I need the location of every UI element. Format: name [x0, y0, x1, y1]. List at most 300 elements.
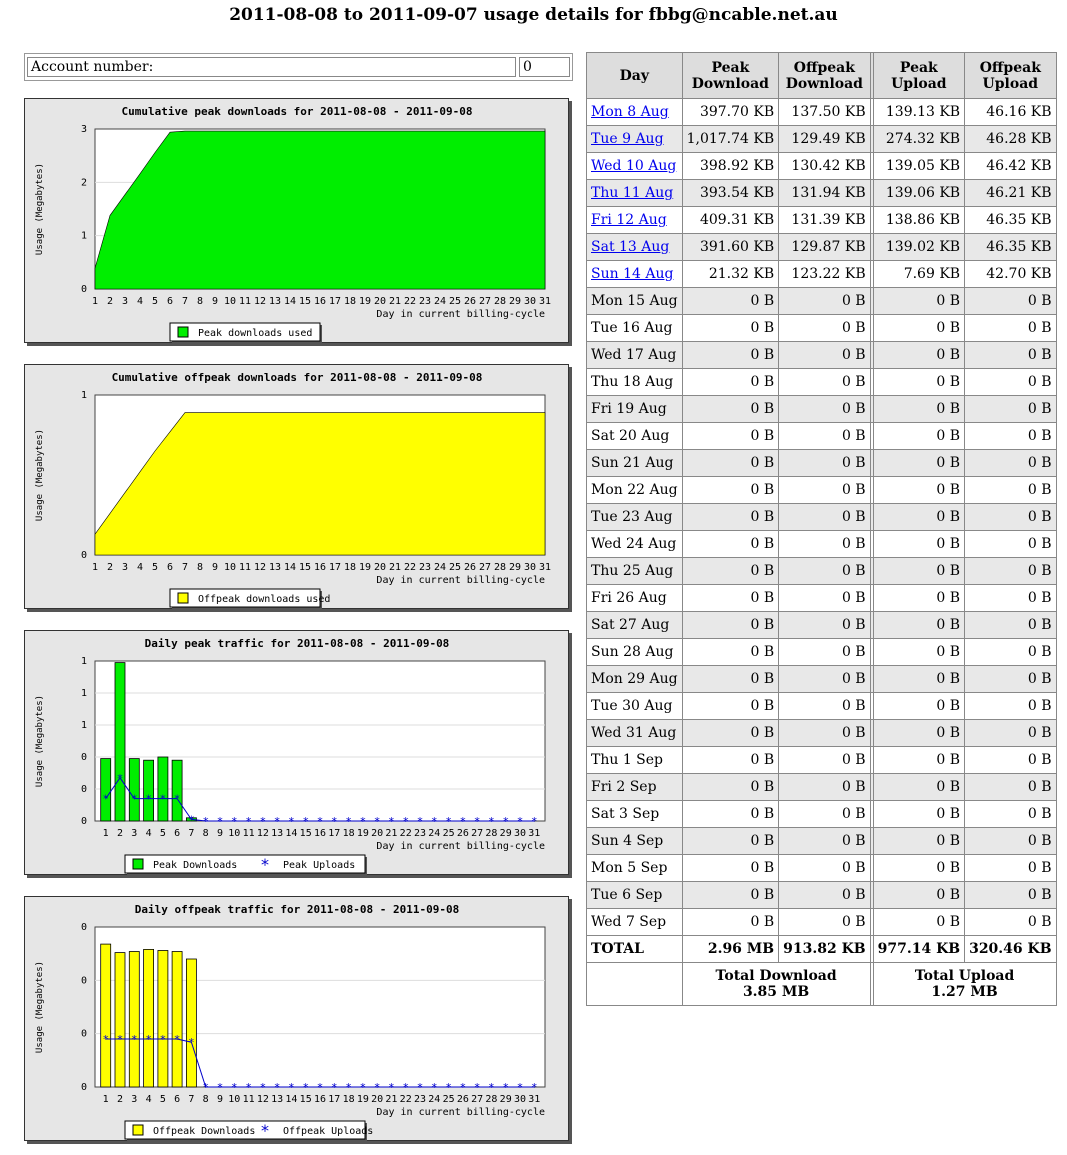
x-tick-label: 25 — [448, 296, 462, 307]
cumulative-offpeak-chart — [24, 364, 569, 609]
table-row — [587, 450, 1057, 477]
upload-point: * — [102, 1033, 109, 1046]
day-detail-link[interactable]: Tue 9 Aug — [591, 131, 664, 147]
table-row — [587, 531, 1057, 558]
x-tick-label: 28 — [493, 562, 507, 573]
y-axis-title: Usage (Megabytes) — [35, 694, 45, 788]
row-peak-upload: 0 B — [873, 612, 964, 639]
upload-point: * — [502, 1081, 509, 1094]
upload-point: * — [460, 1081, 466, 1094]
x-tick-label: 19 — [358, 562, 372, 573]
row-peak-upload: 0 B — [873, 747, 964, 774]
x-tick-label: 16 — [313, 296, 327, 307]
x-tick-label: 8 — [196, 562, 204, 573]
row-peak-upload: 0 B — [873, 369, 964, 396]
x-tick-label: 20 — [373, 562, 387, 573]
x-tick-label: 17 — [328, 296, 342, 307]
upload-point: * — [174, 792, 180, 806]
x-tick-label: 25 — [442, 828, 455, 839]
upload-point: * — [117, 1033, 123, 1046]
row-peak-download: 0 B — [682, 693, 779, 720]
table-row — [587, 477, 1057, 504]
x-tick-label: 7 — [181, 296, 189, 307]
row-peak-download: 0 B — [682, 531, 779, 558]
day-detail-link[interactable]: Thu 11 Aug — [591, 185, 674, 201]
daily-offpeak-chart — [24, 896, 569, 1141]
row-offpeak-upload: 0 B — [965, 504, 1056, 531]
row-offpeak-download: 123.22 KB — [779, 261, 870, 288]
header-peak-upload — [873, 53, 964, 99]
x-tick-label: 20 — [371, 1094, 384, 1105]
upload-point: * — [160, 792, 166, 806]
row-day-cell: Tue 16 Aug — [587, 315, 683, 342]
x-tick-label: 11 — [242, 1094, 255, 1105]
row-day-cell[interactable] — [587, 180, 683, 207]
x-tick-label: 24 — [428, 828, 441, 839]
y-tick-label: 1 — [80, 688, 87, 699]
x-tick-label: 12 — [256, 828, 269, 839]
row-peak-upload: 0 B — [873, 909, 964, 936]
x-tick-label: 18 — [342, 828, 355, 839]
table-row — [587, 774, 1057, 801]
header-peak-upload-line2: Upload — [891, 75, 947, 92]
row-day-cell: Fri 19 Aug — [587, 396, 683, 423]
x-tick-label: 6 — [166, 296, 174, 307]
row-day-cell: Mon 5 Sep — [587, 855, 683, 882]
y-axis-title: Usage (Megabytes) — [35, 960, 45, 1054]
upload-point: * — [474, 815, 480, 828]
upload-point: * — [374, 1081, 380, 1094]
row-day-cell: Sun 4 Sep — [587, 828, 683, 855]
x-tick-label: 29 — [508, 296, 522, 307]
legend-swatch-line: * — [261, 1121, 269, 1140]
x-tick-label: 5 — [159, 1094, 166, 1105]
y-axis-title: Usage (Megabytes) — [35, 428, 45, 522]
x-tick-label: 5 — [151, 296, 159, 307]
table-row — [587, 180, 1057, 207]
x-tick-label: 24 — [433, 562, 447, 573]
x-tick-label: 24 — [433, 296, 447, 307]
row-peak-download: 0 B — [682, 477, 779, 504]
row-day-cell[interactable] — [587, 153, 683, 180]
x-tick-label: 22 — [399, 828, 412, 839]
y-tick-label: 0 — [80, 975, 87, 987]
row-peak-upload: 0 B — [873, 801, 964, 828]
row-offpeak-download: 0 B — [779, 504, 870, 531]
row-offpeak-upload: 0 B — [965, 855, 1056, 882]
row-peak-upload: 0 B — [873, 423, 964, 450]
row-day-cell: Thu 25 Aug — [587, 558, 683, 585]
row-day-cell[interactable] — [587, 126, 683, 153]
x-tick-label: 8 — [202, 828, 209, 839]
x-tick-label: 17 — [328, 828, 341, 839]
total-upload-cell — [873, 963, 1056, 1006]
row-peak-upload: 0 B — [873, 396, 964, 423]
row-peak-download: 0 B — [682, 396, 779, 423]
row-offpeak-upload: 0 B — [965, 639, 1056, 666]
header-peak-upload-line1: Peak — [899, 59, 938, 76]
day-detail-link[interactable]: Wed 10 Aug — [591, 158, 677, 174]
header-offpeak-download-line1: Offpeak — [793, 59, 855, 76]
x-tick-label: 22 — [403, 562, 417, 573]
upload-point: * — [345, 1081, 352, 1094]
row-peak-download: 0 B — [682, 315, 779, 342]
total-row — [587, 936, 1057, 963]
upload-point: * — [188, 813, 195, 827]
bar — [115, 953, 125, 1087]
legend-label: Peak downloads used — [198, 328, 313, 339]
x-tick-label: 6 — [174, 828, 181, 839]
x-tick-label: 30 — [513, 1094, 527, 1105]
row-day-cell: Thu 18 Aug — [587, 369, 683, 396]
legend-label-bars: Peak Downloads — [153, 860, 238, 871]
row-peak-upload: 0 B — [873, 720, 964, 747]
x-tick-label: 28 — [485, 828, 498, 839]
row-offpeak-upload: 0 B — [965, 477, 1056, 504]
x-tick-label: 8 — [202, 1094, 209, 1105]
row-peak-download: 0 B — [682, 423, 779, 450]
header-peak-download — [682, 53, 779, 99]
y-tick-label: 1 — [80, 656, 87, 667]
row-offpeak-upload: 0 B — [965, 396, 1056, 423]
x-tick-label: 1 — [91, 562, 99, 573]
bar — [144, 760, 154, 821]
x-tick-label: 20 — [371, 828, 384, 839]
row-day-cell: Mon 29 Aug — [587, 666, 683, 693]
row-peak-download: 0 B — [682, 909, 779, 936]
table-header-row — [587, 53, 1057, 99]
total-peak-download: 2.96 MB — [682, 936, 779, 963]
upload-point: * — [202, 815, 209, 828]
x-tick-label: 3 — [131, 1094, 138, 1105]
daily-peak-chart — [24, 630, 569, 875]
x-tick-label: 18 — [343, 296, 357, 307]
row-offpeak-upload: 0 B — [965, 909, 1056, 936]
row-offpeak-download: 0 B — [779, 531, 870, 558]
x-tick-label: 7 — [181, 562, 189, 573]
row-day-cell: Sat 3 Sep — [587, 801, 683, 828]
x-tick-label: 10 — [228, 1094, 241, 1105]
x-tick-label: 11 — [242, 828, 255, 839]
row-peak-download: 397.70 KB — [682, 99, 779, 126]
row-day-cell[interactable] — [587, 261, 683, 288]
row-day-cell[interactable] — [587, 99, 683, 126]
y-tick-label: 0 — [80, 816, 87, 827]
upload-point: * — [445, 815, 452, 828]
row-offpeak-download: 0 B — [779, 747, 870, 774]
row-peak-download: 0 B — [682, 369, 779, 396]
summary-blank — [587, 963, 683, 1006]
x-tick-label: 26 — [463, 296, 477, 307]
table-row — [587, 207, 1057, 234]
table-row — [587, 396, 1057, 423]
row-day-cell: Fri 26 Aug — [587, 585, 683, 612]
x-tick-label: 7 — [188, 828, 195, 839]
row-day-cell: Tue 6 Sep — [587, 882, 683, 909]
upload-point: * — [374, 815, 380, 828]
header-peak-download-line2: Download — [691, 75, 769, 92]
row-offpeak-download: 0 B — [779, 423, 870, 450]
x-axis-title: Day in current billing-cycle — [376, 1107, 545, 1118]
y-tick-label: 0 — [80, 752, 87, 763]
row-day-cell: Sun 28 Aug — [587, 639, 683, 666]
row-peak-download: 0 B — [682, 558, 779, 585]
day-detail-link[interactable]: Sat 13 Aug — [591, 239, 670, 255]
x-tick-label: 3 — [131, 828, 138, 839]
upload-point: * — [217, 815, 223, 828]
bar — [172, 952, 182, 1088]
row-peak-upload: 0 B — [873, 558, 964, 585]
header-offpeak-download — [779, 53, 870, 99]
upload-point: * — [531, 1081, 538, 1094]
x-tick-label: 4 — [136, 296, 144, 307]
row-peak-download: 0 B — [682, 450, 779, 477]
x-tick-label: 3 — [121, 562, 129, 573]
row-offpeak-upload: 0 B — [965, 315, 1056, 342]
row-peak-upload: 139.13 KB — [873, 99, 964, 126]
row-peak-upload: 0 B — [873, 666, 964, 693]
row-peak-download: 0 B — [682, 855, 779, 882]
row-offpeak-download: 0 B — [779, 477, 870, 504]
y-tick-label: 3 — [80, 124, 87, 135]
table-row — [587, 801, 1057, 828]
row-peak-upload: 274.32 KB — [873, 126, 964, 153]
row-day-cell[interactable] — [587, 207, 683, 234]
row-offpeak-download: 0 B — [779, 801, 870, 828]
row-day-cell: Mon 22 Aug — [587, 477, 683, 504]
x-tick-label: 5 — [151, 562, 159, 573]
x-tick-label: 23 — [413, 1094, 427, 1105]
chart-title: Daily offpeak traffic for 2011-08-08 - 2011-09-08 — [134, 903, 460, 916]
x-tick-label: 17 — [328, 1094, 341, 1105]
chart-title: Daily peak traffic for 2011-08-08 - 2011-09-08 — [144, 637, 450, 650]
row-offpeak-download: 0 B — [779, 693, 870, 720]
row-peak-upload: 139.02 KB — [873, 234, 964, 261]
row-peak-upload: 0 B — [873, 477, 964, 504]
upload-point: * — [388, 1081, 395, 1094]
bar — [186, 959, 196, 1087]
row-peak-upload: 0 B — [873, 774, 964, 801]
total-upload-label: Total Upload — [914, 968, 1015, 984]
row-offpeak-upload: 46.21 KB — [965, 180, 1056, 207]
row-offpeak-download: 0 B — [779, 639, 870, 666]
upload-point: * — [488, 1081, 495, 1094]
row-peak-download: 0 B — [682, 639, 779, 666]
x-tick-label: 1 — [91, 296, 99, 307]
row-offpeak-upload: 0 B — [965, 288, 1056, 315]
x-tick-label: 26 — [456, 1094, 469, 1105]
upload-point: * — [360, 815, 366, 828]
row-offpeak-download: 131.94 KB — [779, 180, 870, 207]
upload-point: * — [288, 1081, 295, 1094]
x-tick-label: 12 — [256, 1094, 269, 1105]
bar — [144, 949, 154, 1087]
upload-point: * — [231, 815, 238, 828]
row-offpeak-download: 0 B — [779, 774, 870, 801]
table-row — [587, 315, 1057, 342]
y-axis-title: Usage (Megabytes) — [35, 162, 45, 256]
upload-point: * — [288, 815, 295, 828]
x-tick-label: 21 — [388, 562, 402, 573]
row-peak-download: 398.92 KB — [682, 153, 779, 180]
daily-offpeak-chart-svg — [25, 897, 570, 1142]
bar — [101, 759, 111, 821]
x-tick-label: 2 — [106, 296, 114, 307]
upload-point: * — [317, 1081, 323, 1094]
x-tick-label: 11 — [238, 562, 252, 573]
total-upload-value: 1.27 MB — [931, 984, 998, 1000]
row-day-cell: Wed 7 Sep — [587, 909, 683, 936]
row-peak-download: 21.32 KB — [682, 261, 779, 288]
x-tick-label: 29 — [499, 828, 512, 839]
table-row — [587, 666, 1057, 693]
x-tick-label: 20 — [373, 296, 387, 307]
upload-point: * — [474, 1081, 480, 1094]
day-detail-link[interactable]: Fri 12 Aug — [591, 212, 667, 228]
x-tick-label: 3 — [121, 296, 129, 307]
x-tick-label: 15 — [298, 562, 312, 573]
row-peak-download: 0 B — [682, 612, 779, 639]
row-offpeak-upload: 0 B — [965, 558, 1056, 585]
row-peak-download: 0 B — [682, 342, 779, 369]
upload-point: * — [131, 792, 138, 806]
x-tick-label: 30 — [523, 296, 537, 307]
legend-label: Offpeak downloads used — [198, 594, 331, 605]
row-offpeak-download: 0 B — [779, 855, 870, 882]
table-row — [587, 288, 1057, 315]
x-tick-label: 16 — [313, 1094, 327, 1105]
x-tick-label: 21 — [388, 296, 402, 307]
row-offpeak-upload: 0 B — [965, 423, 1056, 450]
row-peak-download: 0 B — [682, 288, 779, 315]
x-tick-label: 10 — [223, 562, 237, 573]
cumulative-offpeak-chart-svg — [25, 365, 570, 610]
row-offpeak-upload: 0 B — [965, 693, 1056, 720]
x-tick-label: 21 — [385, 1094, 398, 1105]
row-day-cell[interactable] — [587, 234, 683, 261]
row-day-cell: Wed 17 Aug — [587, 342, 683, 369]
x-tick-label: 5 — [159, 828, 166, 839]
row-peak-download: 409.31 KB — [682, 207, 779, 234]
upload-point: * — [302, 1081, 309, 1094]
row-peak-upload: 0 B — [873, 639, 964, 666]
day-detail-link[interactable]: Mon 8 Aug — [591, 104, 669, 120]
x-tick-label: 25 — [448, 562, 462, 573]
row-peak-download: 0 B — [682, 504, 779, 531]
x-tick-label: 2 — [116, 828, 124, 839]
cumulative-peak-chart-svg — [25, 99, 570, 344]
x-tick-label: 15 — [299, 828, 312, 839]
table-row — [587, 612, 1057, 639]
table-row — [587, 153, 1057, 180]
table-row — [587, 423, 1057, 450]
table-row — [587, 855, 1057, 882]
total-download-value: 3.85 MB — [742, 984, 810, 1000]
row-offpeak-upload: 0 B — [965, 828, 1056, 855]
row-offpeak-download: 0 B — [779, 909, 870, 936]
row-day-cell: Fri 2 Sep — [587, 774, 683, 801]
day-detail-link[interactable]: Sun 14 Aug — [591, 266, 674, 282]
x-tick-label: 19 — [358, 296, 372, 307]
x-tick-label: 17 — [328, 562, 342, 573]
chart-title: Cumulative offpeak downloads for 2011-08-08 - 2011-09-08 — [111, 371, 483, 384]
row-peak-upload: 0 B — [873, 342, 964, 369]
x-tick-label: 1 — [102, 828, 109, 839]
y-tick-label: 0 — [80, 784, 87, 795]
row-offpeak-download: 0 B — [779, 396, 870, 423]
upload-point: * — [174, 1033, 180, 1046]
row-offpeak-upload: 0 B — [965, 585, 1056, 612]
header-offpeak-upload — [965, 53, 1056, 99]
x-tick-label: 15 — [298, 296, 312, 307]
x-tick-label: 27 — [478, 562, 492, 573]
x-tick-label: 19 — [356, 828, 369, 839]
x-tick-label: 6 — [174, 1094, 181, 1105]
upload-point: * — [402, 1081, 409, 1094]
x-tick-label: 30 — [523, 562, 537, 573]
row-peak-upload: 0 B — [873, 531, 964, 558]
x-tick-label: 27 — [478, 296, 492, 307]
row-day-cell: Wed 31 Aug — [587, 720, 683, 747]
row-offpeak-download: 137.50 KB — [779, 99, 870, 126]
x-tick-label: 16 — [313, 828, 327, 839]
upload-point: * — [431, 1081, 438, 1094]
total-download-label: Total Download — [715, 968, 837, 984]
total-label: TOTAL — [587, 936, 683, 963]
bar — [172, 760, 182, 821]
x-tick-label: 6 — [166, 562, 174, 573]
table-row — [587, 342, 1057, 369]
row-day-cell: Sat 27 Aug — [587, 612, 683, 639]
row-day-cell: Mon 15 Aug — [587, 288, 683, 315]
x-tick-label: 31 — [528, 1094, 541, 1105]
x-tick-label: 4 — [136, 562, 144, 573]
upload-point: * — [360, 1081, 366, 1094]
header-peak-download-line1: Peak — [711, 59, 750, 76]
row-offpeak-download: 0 B — [779, 342, 870, 369]
table-row — [587, 504, 1057, 531]
x-tick-label: 2 — [116, 1094, 124, 1105]
row-peak-download: 0 B — [682, 585, 779, 612]
row-offpeak-download: 0 B — [779, 720, 870, 747]
x-tick-label: 16 — [313, 562, 327, 573]
area-series — [95, 131, 545, 289]
x-tick-label: 18 — [343, 562, 357, 573]
x-tick-label: 11 — [238, 296, 252, 307]
row-offpeak-upload: 0 B — [965, 666, 1056, 693]
x-tick-label: 9 — [216, 828, 224, 839]
row-offpeak-upload: 46.42 KB — [965, 153, 1056, 180]
row-peak-download: 0 B — [682, 720, 779, 747]
row-peak-upload: 139.06 KB — [873, 180, 964, 207]
row-offpeak-upload: 0 B — [965, 369, 1056, 396]
x-tick-label: 31 — [538, 296, 552, 307]
row-offpeak-download: 0 B — [779, 315, 870, 342]
account-row — [24, 53, 573, 81]
x-tick-label: 26 — [463, 562, 477, 573]
upload-point: * — [431, 815, 438, 828]
bar — [158, 951, 168, 1088]
daily-peak-chart-svg — [25, 631, 570, 876]
y-tick-label: 1 — [80, 230, 87, 242]
row-offpeak-download: 0 B — [779, 828, 870, 855]
row-day-cell: Tue 23 Aug — [587, 504, 683, 531]
upload-point: * — [160, 1033, 166, 1046]
account-number-label: Account number: — [27, 57, 516, 77]
table-row — [587, 693, 1057, 720]
row-peak-download: 0 B — [682, 801, 779, 828]
upload-point: * — [302, 815, 309, 828]
